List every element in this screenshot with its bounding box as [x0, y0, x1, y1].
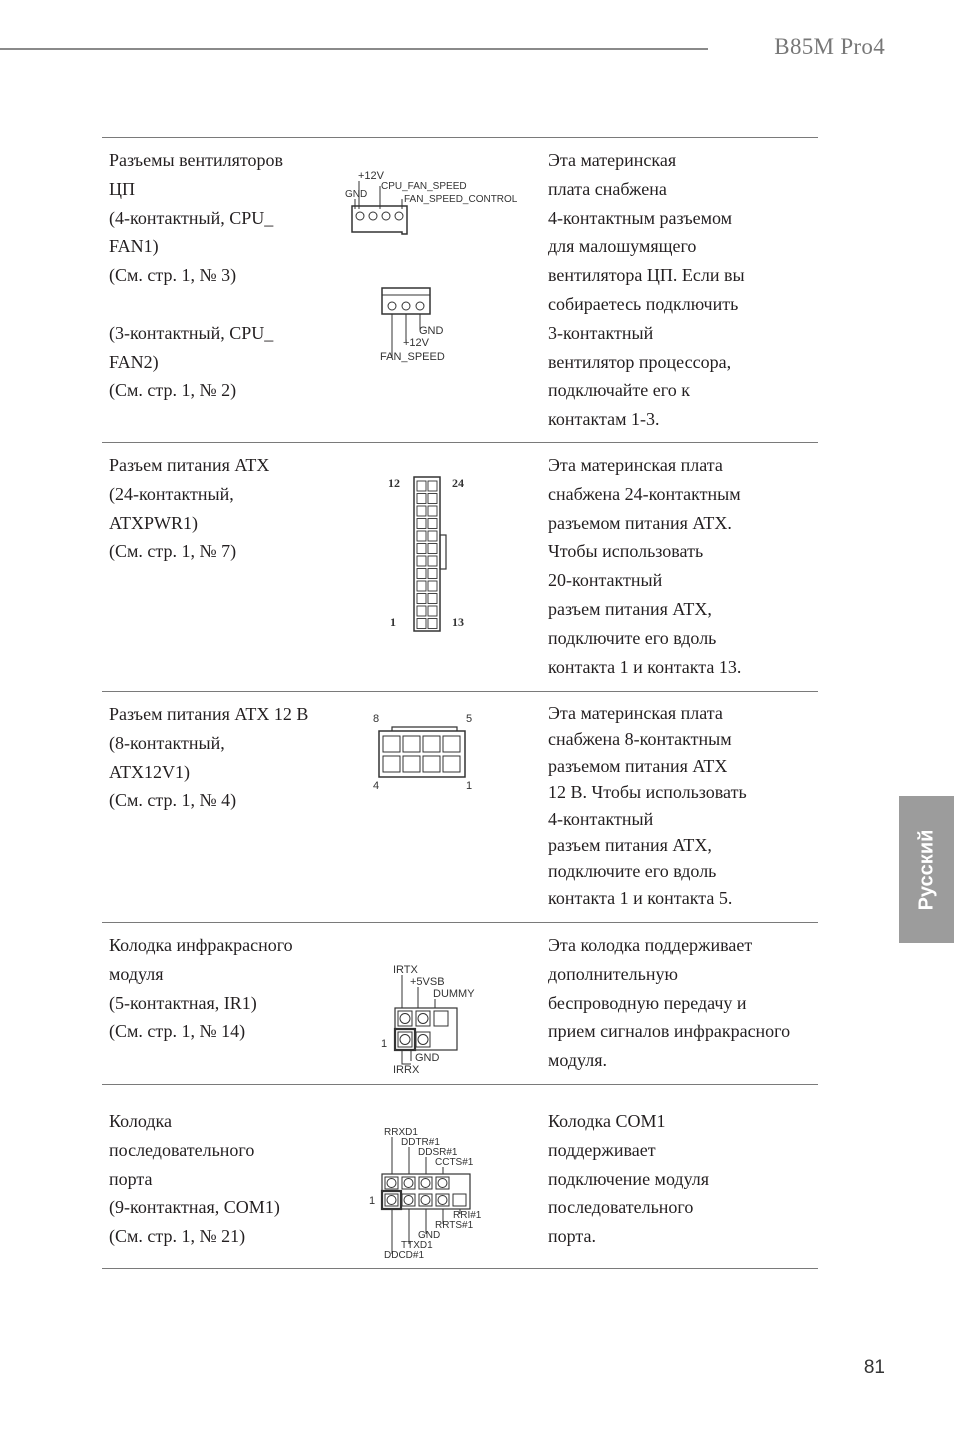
com1-rri-label: RRI#1: [453, 1210, 482, 1221]
com1-ttxd-label: TTXD1: [401, 1240, 433, 1251]
atx24-diagram: [382, 473, 482, 635]
section-atx12v: [102, 691, 818, 923]
com1-title: Колодка последовательного порта (9-контактная, COM1) (См. стр. 1, № 21): [109, 1111, 280, 1247]
com1-gnd-label: GND: [418, 1230, 441, 1241]
fan3-12v-label: +12V: [403, 337, 429, 349]
ir-description: Эта колодка поддерживает дополнительную беспроводную передачу и прием сигналов инфракрасного модуля.: [548, 935, 791, 1071]
ir-pin1-label: 1: [381, 1038, 388, 1050]
cpu-fan-diagram: [340, 164, 530, 369]
fan4-12v-label: +12V: [358, 170, 384, 182]
com1-ccts-label: CCTS#1: [435, 1157, 474, 1168]
atx12v-label-1: 1: [466, 780, 473, 792]
atx12v-label-5: 5: [466, 713, 473, 725]
com1-ddcd-label: DDCD#1: [384, 1250, 425, 1261]
fan3-speed-label: FAN_SPEED: [380, 351, 445, 363]
header-rule: [0, 48, 708, 50]
atx12v-description: Эта материнская плата снабжена 8-контактным разъемом питания ATX 12 В. Чтобы использовать 4-контактный разъем питания ATX, подключите его вдоль контакта 1 и контакта 5.: [548, 703, 747, 908]
atx24-label-1: 1: [390, 615, 396, 629]
com1-pin1-label: 1: [369, 1195, 376, 1207]
ir-diagram: [378, 961, 488, 1079]
atx-power-title: Разъем питания ATX (24-контактный, ATXPWR1) (См. стр. 1, № 7): [109, 455, 270, 562]
atx24-label-12: 12: [388, 476, 400, 490]
atx12v-label-8: 8: [373, 713, 380, 725]
fan4-speed-label: CPU_FAN_SPEED: [381, 181, 467, 192]
section-cpu-fan: [102, 137, 818, 443]
fan4-control-label: FAN_SPEED_CONTROL: [404, 194, 518, 205]
language-tab: [899, 796, 954, 943]
section-atx-power: [102, 442, 818, 692]
com1-ddsr-label: DDSR#1: [418, 1147, 458, 1158]
cpu-fan-description: Эта материнская плата снабжена 4-контактным разъемом для малошумящего вентилятора ЦП. Если вы собираетесь подключить 3-контактный вентилятор процессора, подключайте его к контактам 1-3.: [548, 150, 745, 430]
atx12v-label-4: 4: [373, 780, 380, 792]
ir-dummy-label: DUMMY: [433, 988, 475, 1000]
com1-rrts-label: RRTS#1: [435, 1220, 474, 1231]
cpu-fan-title: Разъемы вентиляторов ЦП (4-контактный, CPU_ FAN1) (См. стр. 1, № 3) (3-контактный, CPU_ FAN2) (См. стр. 1, № 2): [109, 150, 283, 401]
ir-5vsb-label: +5VSB: [410, 976, 445, 988]
section-com1: [102, 1084, 818, 1269]
com1-description: Колодка COM1 поддерживает подключение модуля последовательного порта.: [548, 1111, 710, 1247]
ir-irtx-label: IRTX: [393, 964, 418, 976]
model-title: B85M Pro4: [774, 34, 885, 59]
fan3-gnd-label: GND: [419, 325, 444, 337]
atx12v-diagram: [370, 708, 480, 798]
ir-title: Колодка инфракрасного модуля (5-контактная, IR1) (См. стр. 1, № 14): [109, 935, 293, 1042]
com1-rrxd-label: RRXD1: [384, 1127, 418, 1138]
language-tab-label: Русский: [915, 829, 937, 910]
atx24-label-24: 24: [452, 476, 464, 490]
atx12v-title: Разъем питания ATX 12 В (8-контактный, ATX12V1) (См. стр. 1, № 4): [109, 704, 309, 811]
section-ir: [102, 922, 818, 1085]
page-number: 81: [863, 1357, 885, 1378]
com1-diagram: [366, 1125, 486, 1265]
com1-ddtr-label: DDTR#1: [401, 1137, 440, 1148]
fan4-gnd-label: GND: [345, 189, 368, 200]
ir-irrx-label: IRRX: [393, 1064, 420, 1076]
atx-power-description: Эта материнская плата снабжена 24-контактным разъемом питания ATX. Чтобы использовать 20-контактный разъем питания ATX, подключите его вдоль контакта 1 и контакта 13.: [548, 455, 742, 677]
atx24-label-13: 13: [452, 615, 464, 629]
ir-gnd-label: GND: [415, 1052, 440, 1064]
